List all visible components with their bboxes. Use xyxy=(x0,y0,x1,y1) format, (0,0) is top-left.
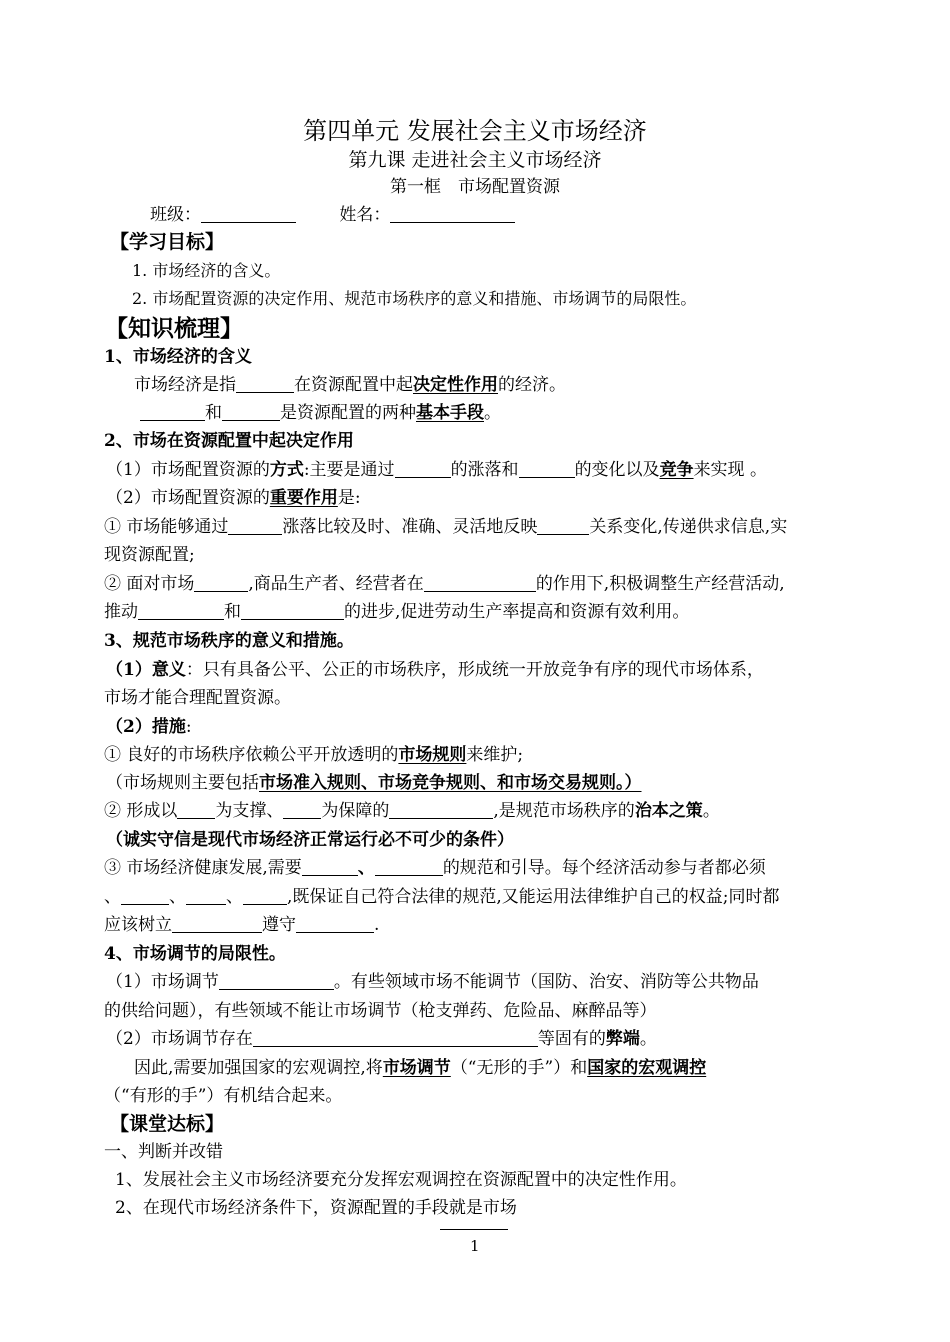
s2-point-1: （1）市场配置资源的方式:主要是通过 的涨落和 的变化以及竞争来实现 。 xyxy=(106,460,767,480)
practice-subheading: 一、判断并改错 xyxy=(104,1142,223,1162)
blank[interactable] xyxy=(395,459,451,478)
blank[interactable] xyxy=(243,886,287,905)
s3-r3: ② 形成以 为支撑、 为保障的 ,是规范市场秩序的治本之策。 xyxy=(104,801,720,821)
s3-r2: （市场规则主要包括市场准入规则、市场竞争规则、和市场交易规则。） xyxy=(106,773,642,793)
s1-line-1: 市场经济是指 在资源配置中起决定性作用的经济。 xyxy=(134,375,566,395)
name-label: 姓名： xyxy=(339,205,391,225)
s3-r7: 应该树立 遵守 . xyxy=(104,915,380,935)
blank[interactable] xyxy=(375,857,443,876)
class-blank[interactable] xyxy=(201,204,296,223)
blank[interactable] xyxy=(389,800,493,819)
blank[interactable] xyxy=(186,886,226,905)
s3-meaning-line-1: （1）意义：只有具备公平、公正的市场秩序，形成统一开放竞争有序的现代市场体系， xyxy=(106,660,764,680)
document-title: 第四单元 发展社会主义市场经济 xyxy=(303,117,647,145)
blank[interactable] xyxy=(296,914,374,933)
blank[interactable] xyxy=(140,402,205,421)
s3-r1: ① 良好的市场秩序依赖公平开放透明的市场规则来维护; xyxy=(104,745,524,765)
practice-item: 1、发展社会主义市场经济要充分发挥宏观调控在资源配置中的决定性作用。 xyxy=(115,1170,687,1190)
s3-r6: 、 、 、 ,既保证自己符合法律的规范,又能运用法律维护自己的权益;同时都 xyxy=(104,887,780,907)
s1-line-2: 和 是资源配置的两种基本手段。 xyxy=(140,401,501,425)
footer-rule xyxy=(440,1229,508,1230)
blank[interactable] xyxy=(194,573,248,592)
blank[interactable] xyxy=(241,601,344,620)
blank[interactable] xyxy=(222,402,280,421)
name-blank[interactable] xyxy=(390,204,515,223)
section-3-heading: 3、规范市场秩序的意义和措施。 xyxy=(104,631,354,651)
lesson-title: 第九课 走进社会主义市场经济 xyxy=(348,149,602,171)
s3-r4: （诚实守信是现代市场经济正常运行必不可少的条件） xyxy=(106,830,514,850)
blank[interactable] xyxy=(172,914,262,933)
goals-heading: 【学习目标】 xyxy=(110,231,225,253)
s3-measures-label: （2）措施: xyxy=(106,717,192,737)
section-1-heading: 1、市场经济的含义 xyxy=(104,347,252,367)
blank[interactable] xyxy=(302,857,358,876)
blank[interactable] xyxy=(236,374,294,393)
s3-r5: ③ 市场经济健康发展,需要 、 的规范和引导。每个经济活动参与者都必须 xyxy=(104,858,766,878)
practice-item: 2、在现代市场经济条件下，资源配置的手段就是市场 xyxy=(115,1198,517,1218)
goal-item: 2. 市场配置资源的决定作用、规范市场秩序的意义和措施、市场调节的局限性。 xyxy=(132,289,697,308)
goal-item: 1. 市场经济的含义。 xyxy=(132,261,281,280)
blank[interactable] xyxy=(121,886,169,905)
page-number: 1 xyxy=(470,1237,480,1255)
s2-point-2: （2）市场配置资源的重要作用是: xyxy=(106,488,361,508)
blank[interactable] xyxy=(537,516,589,535)
practice-heading: 【课堂达标】 xyxy=(110,1113,225,1135)
frame-title: 第一框 市场配置资源 xyxy=(390,177,560,197)
s4-q1-line-2: 的供给问题），有些领域不能让市场调节（枪支弹药、危险品、麻醉品等） xyxy=(104,1001,657,1021)
blank[interactable] xyxy=(283,800,321,819)
blank[interactable] xyxy=(219,971,334,990)
s2-c1-line-2: 现资源配置; xyxy=(104,545,195,565)
section-4-heading: 4、市场调节的局限性。 xyxy=(104,944,286,964)
blank[interactable] xyxy=(253,1028,538,1047)
s3-meaning-line-2: 市场才能合理配置资源。 xyxy=(104,688,291,708)
s4-q3: 因此,需要加强国家的宏观调控,将市场调节（“无形的手”）和国家的宏观调控 xyxy=(134,1058,707,1078)
knowledge-heading: 【知识梳理】 xyxy=(105,315,243,342)
section-2-heading: 2、市场在资源配置中起决定作用 xyxy=(104,431,354,451)
s4-q2: （2）市场调节存在 等固有的弊端。 xyxy=(106,1029,657,1049)
blank[interactable] xyxy=(228,516,282,535)
s2-c2-line-2: 推动 和 的进步,促进劳动生产率提高和资源有效利用。 xyxy=(104,602,690,622)
blank[interactable] xyxy=(424,573,536,592)
s4-q1-line-1: （1）市场调节 。有些领域市场不能调节（国防、治安、消防等公共物品 xyxy=(106,972,759,992)
s2-c1-line-1: ① 市场能够通过 涨落比较及时、准确、灵活地反映 关系变化,传递供求信息,实 xyxy=(104,517,788,537)
s4-q4: （“有形的手”）有机结合起来。 xyxy=(104,1086,343,1106)
class-name-line xyxy=(150,203,515,227)
blank[interactable] xyxy=(519,459,575,478)
blank[interactable] xyxy=(177,800,215,819)
s2-c2-line-1: ② 面对市场 ,商品生产者、经营者在 的作用下,积极调整生产经营活动, xyxy=(104,574,785,594)
blank[interactable] xyxy=(138,601,224,620)
class-label: 班级： xyxy=(150,205,201,225)
